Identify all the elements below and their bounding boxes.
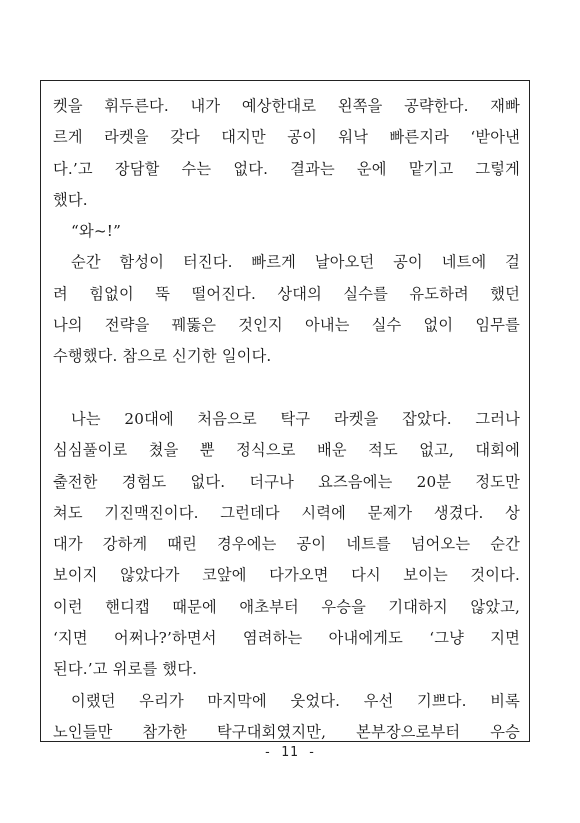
text-line: 려 힘없이 뚝 떨어진다. 상대의 실수를 유도하려 했던: [53, 284, 520, 303]
text-line: 수행했다. 참으로 신기한 일이다.: [53, 347, 272, 366]
text-line: 쳐도 기진맥진이다. 그런데다 시력에 문제가 생겼다. 상: [53, 503, 520, 522]
text-line: “와~!”: [71, 222, 122, 241]
text-line: 다.’고 장담할 수는 없다. 결과는 운에 맡기고 그렇게: [53, 159, 520, 178]
text-line: 이랬던 우리가 마지막에 웃었다. 우선 기쁘다. 비록: [71, 691, 520, 710]
text-line: 나는 20대에 처음으로 탁구 라켓을 잡았다. 그러나: [71, 409, 520, 428]
text-line: 나의 전략을 꿰뚫은 것인지 아내는 실수 없이 임무를: [53, 316, 520, 335]
text-line: 보이지 않았다가 코앞에 다가오면 다시 보이는 것이다.: [53, 566, 520, 585]
text-line: 르게 라켓을 갖다 대지만 공이 워낙 빠른지라 ‘받아낸: [53, 128, 520, 147]
text-line: 대가 강하게 때린 경우에는 공이 네트를 넘어오는 순간: [53, 535, 520, 554]
text-line: 출전한 경험도 없다. 더구나 요즈음에는 20분 정도만: [53, 472, 520, 491]
paragraph: [53, 216, 520, 247]
text-line: 켓을 휘두른다. 내가 예상한대로 왼쪽을 공략한다. 재빠: [53, 97, 520, 115]
text-line: ‘지면 어쩌나?’하면서 염려하는 아내에게도 ‘그냥 지면: [53, 629, 520, 648]
text-line: 이런 핸디캡 때문에 애초부터 우승을 기대하지 않았고,: [53, 597, 520, 616]
page-text-frame: [40, 80, 530, 742]
text-line: 된다.’고 위로를 했다.: [53, 660, 198, 679]
paragraph: [53, 247, 520, 372]
paragraph: [53, 686, 520, 742]
text-line: 했다.: [53, 190, 88, 209]
text-line: 심심풀이로 쳤을 뿐 정식으로 배운 적도 없고, 대회에: [53, 441, 520, 460]
page-number: - 11 -: [263, 745, 317, 760]
paragraph-spacer: [53, 373, 520, 404]
text-line: 순간 함성이 터진다. 빠르게 날아오던 공이 네트에 걸: [71, 253, 520, 272]
paragraph: [53, 404, 520, 686]
text-line: 노인들만 참가한 탁구대회였지만, 본부장으로부터 우승: [53, 722, 520, 741]
paragraph: [53, 91, 520, 216]
